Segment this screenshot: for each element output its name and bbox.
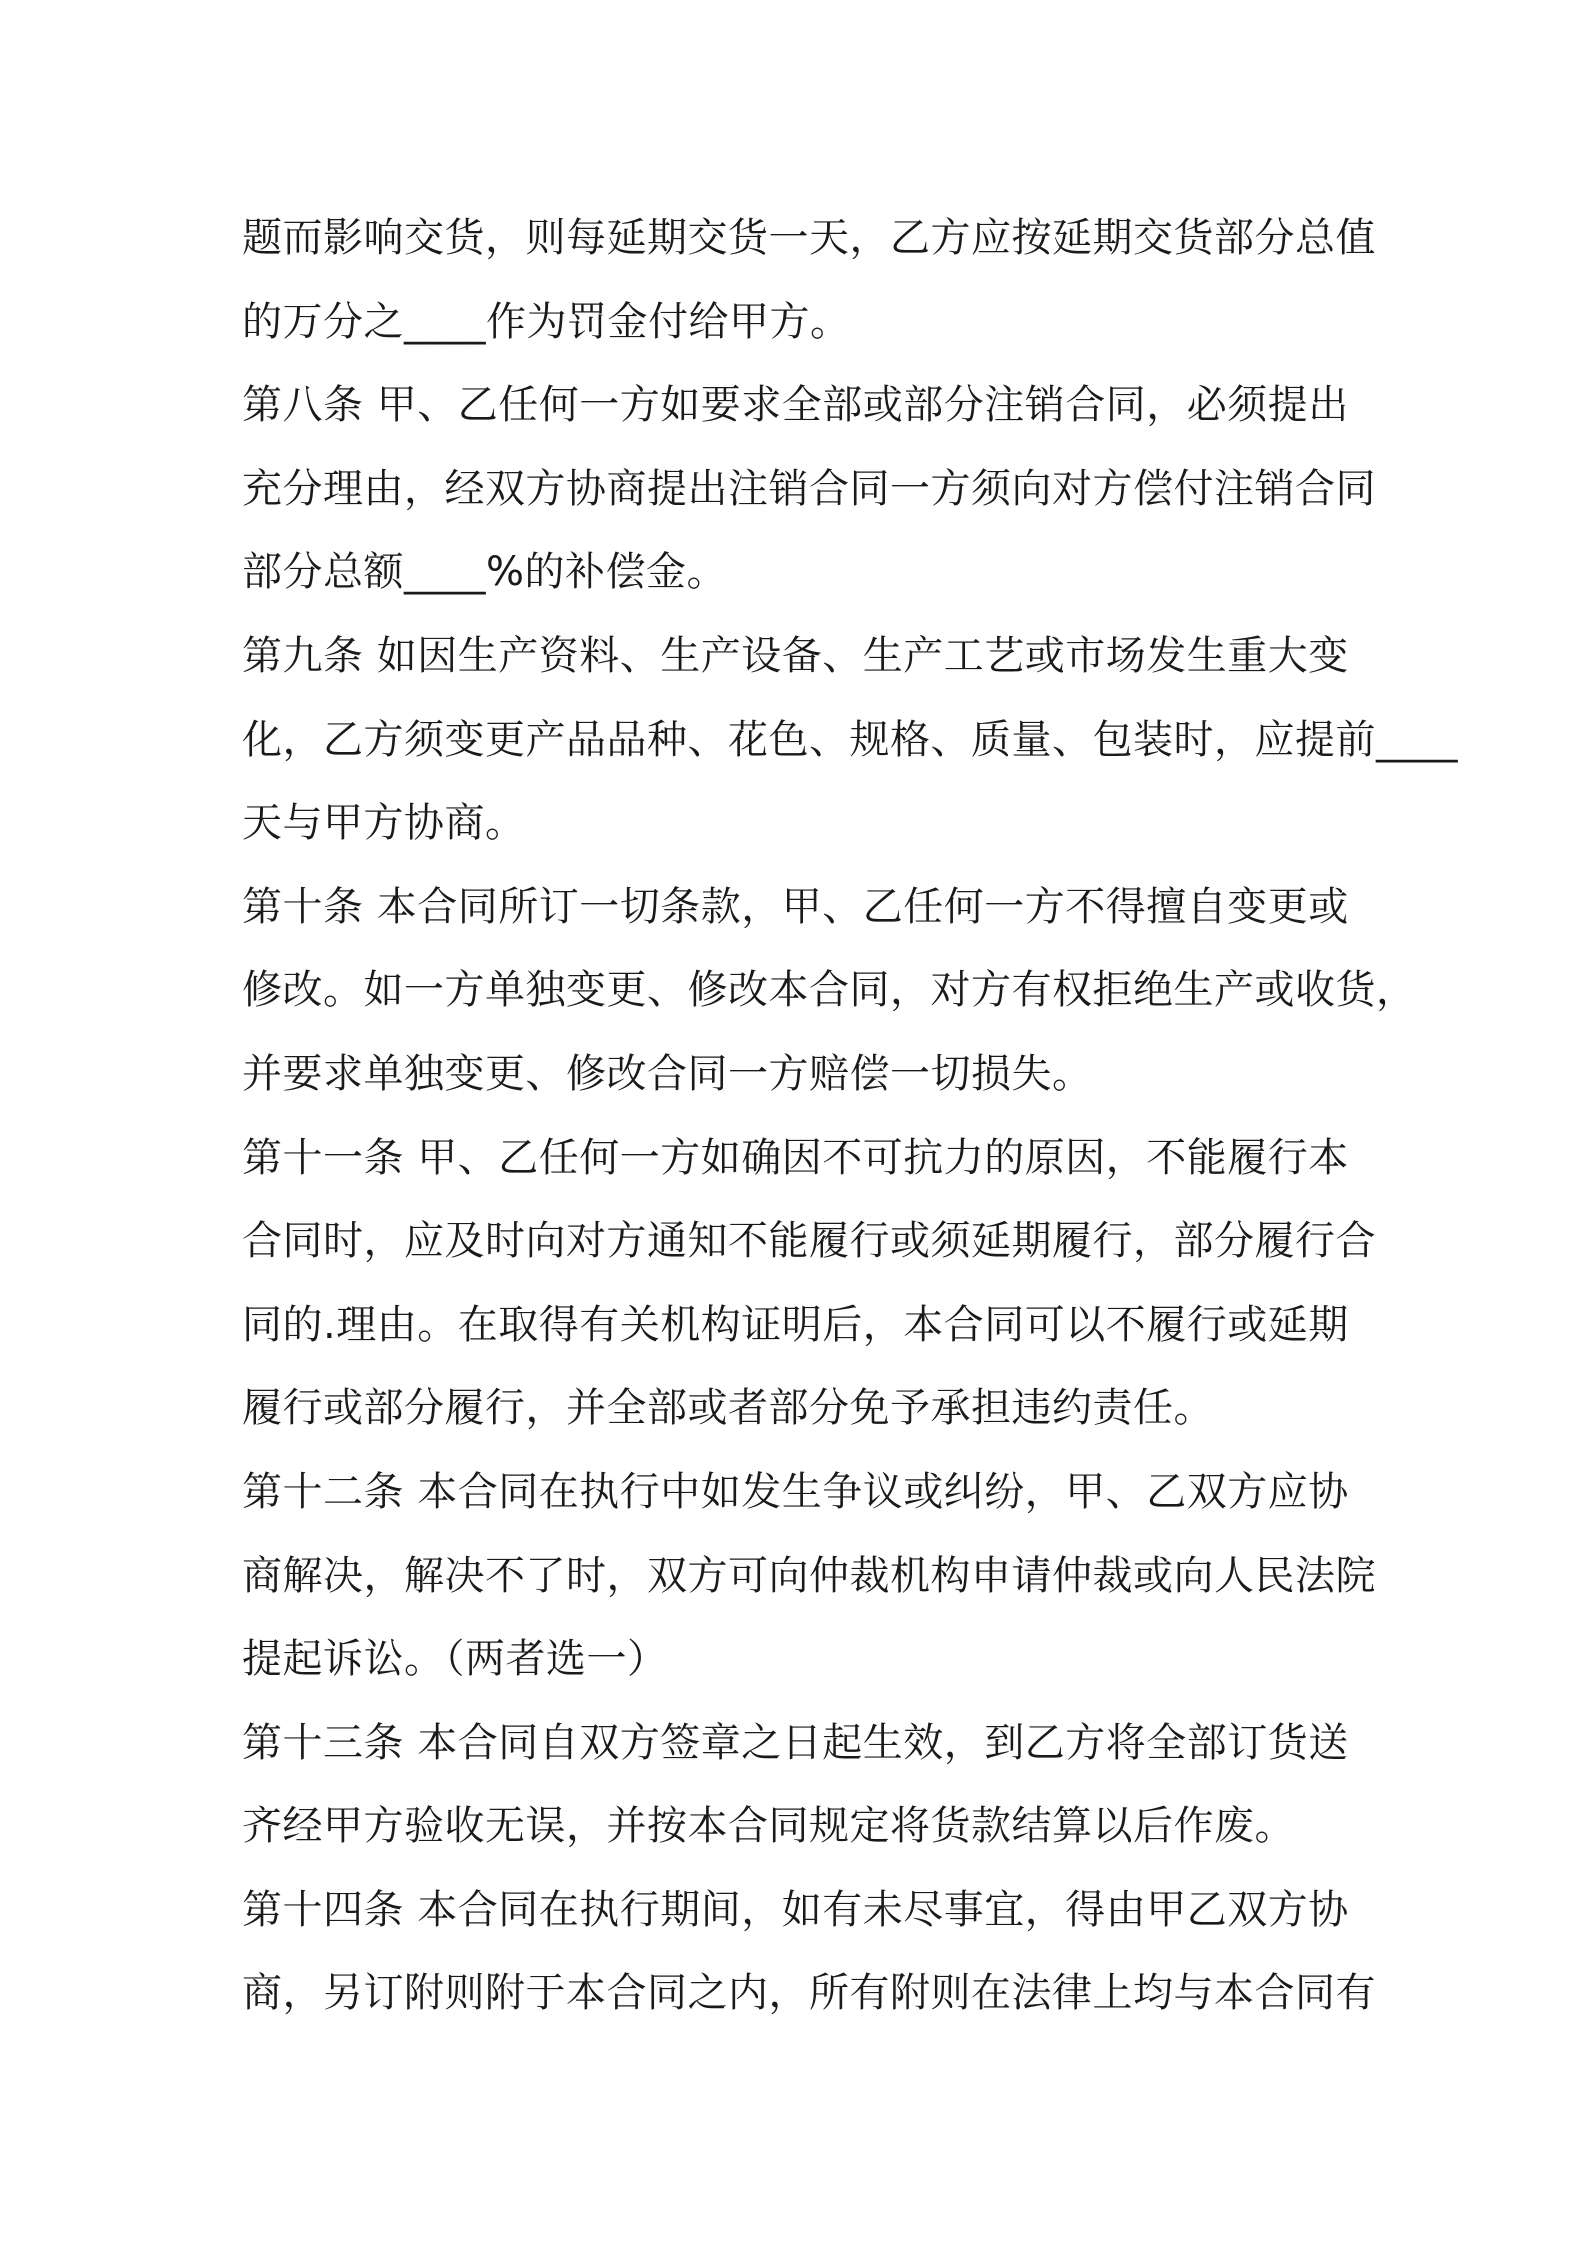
text-line: 充分理由，经双方协商提出注销合同一方须向对方偿付注销合同 bbox=[242, 465, 1376, 512]
text-line: 齐经甲方验收无误，并按本合同规定将货款结算以后作废。 bbox=[242, 1803, 1295, 1850]
article-10-heading-line: 第十条 本合同所订一切条款，甲、乙任何一方不得擅自变更或 bbox=[242, 883, 1349, 930]
text-line: 的万分之____作为罚金付给甲方。 bbox=[242, 298, 851, 345]
text-line: 同的.理由。在取得有关机构证明后，本合同可以不履行或延期 bbox=[242, 1301, 1349, 1348]
text-line: 修改。如一方单独变更、修改本合同，对方有权拒绝生产或收货， bbox=[242, 967, 1417, 1014]
text-line: 合同时，应及时向对方通知不能履行或须延期履行，部分履行合 bbox=[242, 1218, 1376, 1265]
text-line: 商，另订附则附于本合同之内，所有附则在法律上均与本合同有 bbox=[242, 1970, 1376, 2017]
text-line: 天与甲方协商。 bbox=[242, 800, 526, 847]
text-line: 提起诉讼。（两者选一） bbox=[242, 1636, 668, 1683]
text-line: 化，乙方须变更产品品种、花色、规格、质量、包装时，应提前____ bbox=[242, 716, 1458, 763]
article-12-heading-line: 第十二条 本合同在执行中如发生争议或纠纷，甲、乙双方应协 bbox=[242, 1468, 1349, 1515]
text-line: 并要求单独变更、修改合同一方赔偿一切损失。 bbox=[242, 1050, 1093, 1097]
text-line: 商解决，解决不了时，双方可向仲裁机构申请仲裁或向人民法院 bbox=[242, 1552, 1376, 1599]
contract-text-body bbox=[242, 197, 1458, 2036]
text-line: 部分总额____%的补偿金。 bbox=[242, 549, 728, 596]
article-8-heading-line: 第八条 甲、乙任何一方如要求全部或部分注销合同，必须提出 bbox=[242, 382, 1349, 429]
article-11-heading-line: 第十一条 甲、乙任何一方如确因不可抗力的原因，不能履行本 bbox=[242, 1134, 1349, 1181]
article-9-heading-line: 第九条 如因生产资料、生产设备、生产工艺或市场发生重大变 bbox=[242, 632, 1349, 679]
article-13-heading-line: 第十三条 本合同自双方签章之日起生效，到乙方将全部订货送 bbox=[242, 1719, 1349, 1766]
text-line: 履行或部分履行，并全部或者部分免予承担违约责任。 bbox=[242, 1385, 1214, 1432]
text-line: 题而影响交货，则每延期交货一天，乙方应按延期交货部分总值 bbox=[242, 215, 1376, 261]
article-14-heading-line: 第十四条 本合同在执行期间，如有未尽事宜，得由甲乙双方协 bbox=[242, 1886, 1349, 1933]
